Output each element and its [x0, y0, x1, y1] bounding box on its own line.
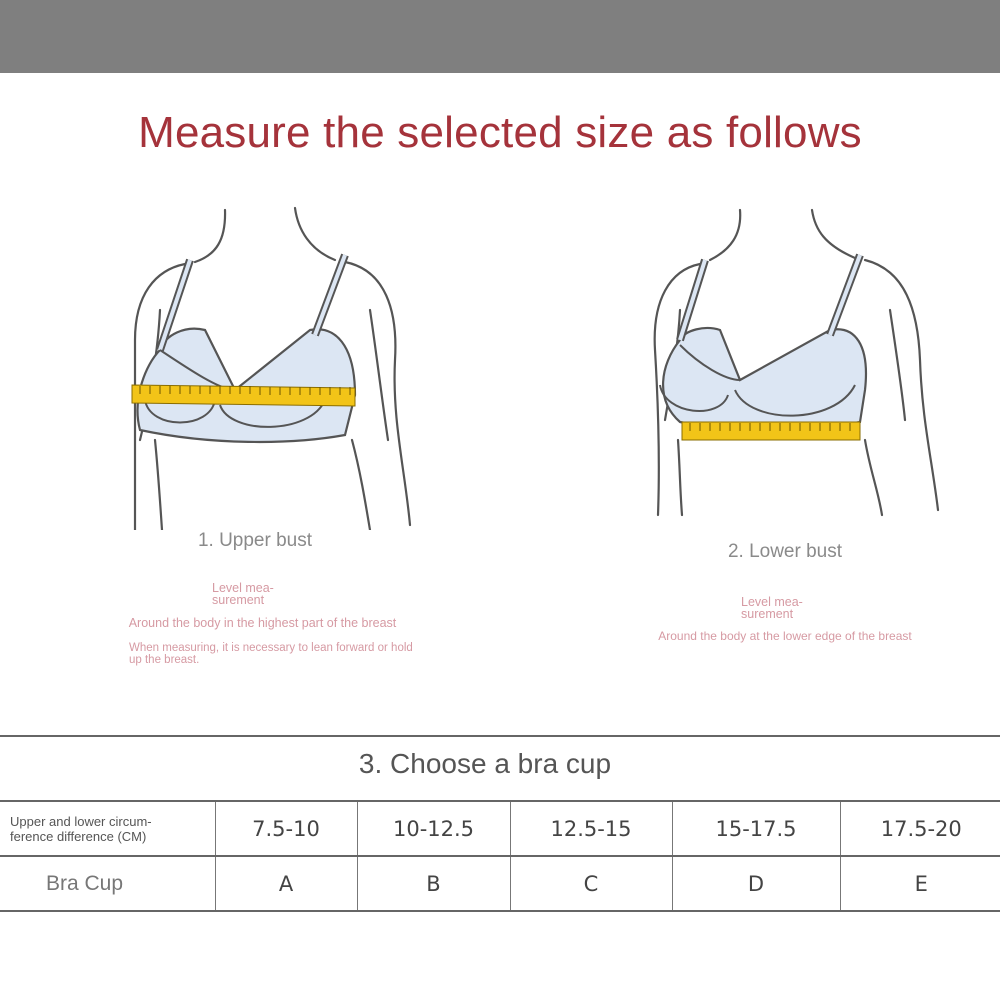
row-header-difference: Upper and lower circum- ference difference (CM): [0, 801, 215, 856]
lower-bust-level-note: Level mea- surement: [741, 595, 803, 621]
cup-cell: B: [357, 856, 510, 911]
cup-cell: D: [672, 856, 840, 911]
difference-cell: 15-17.5: [672, 801, 840, 856]
cup-cell: C: [510, 856, 672, 911]
table-row: [0, 801, 1000, 856]
lower-bust-label: 2. Lower bust: [727, 541, 843, 562]
upper-bust-level-note: Level mea- surement: [212, 581, 274, 607]
difference-cell: 12.5-15: [510, 801, 672, 856]
lower-bust-illustration: [640, 200, 960, 530]
upper-bust-label: 1. Upper bust: [197, 530, 313, 551]
upper-bust-instruction: Around the body in the highest part of the breast: [128, 616, 397, 630]
difference-cell: 10-12.5: [357, 801, 510, 856]
upper-bust-tip: When measuring, it is necessary to lean forward or hold up the breast.: [129, 642, 413, 666]
bra-cup-size-table: [0, 800, 1000, 912]
cup-cell: A: [215, 856, 357, 911]
row-header-bra-cup: Bra Cup: [0, 856, 215, 911]
section-divider: [0, 735, 1000, 737]
cup-cell: E: [840, 856, 1000, 911]
difference-cell: 17.5-20: [840, 801, 1000, 856]
upper-bust-illustration: [120, 200, 440, 530]
section-title: 3. Choose a bra cup: [358, 748, 612, 779]
lower-bust-instruction: Around the body at the lower edge of the breast: [658, 629, 912, 643]
top-banner: [0, 0, 1000, 73]
difference-cell: 7.5-10: [215, 801, 357, 856]
page-title: Measure the selected size as follows: [138, 108, 862, 157]
table-row: [0, 856, 1000, 911]
